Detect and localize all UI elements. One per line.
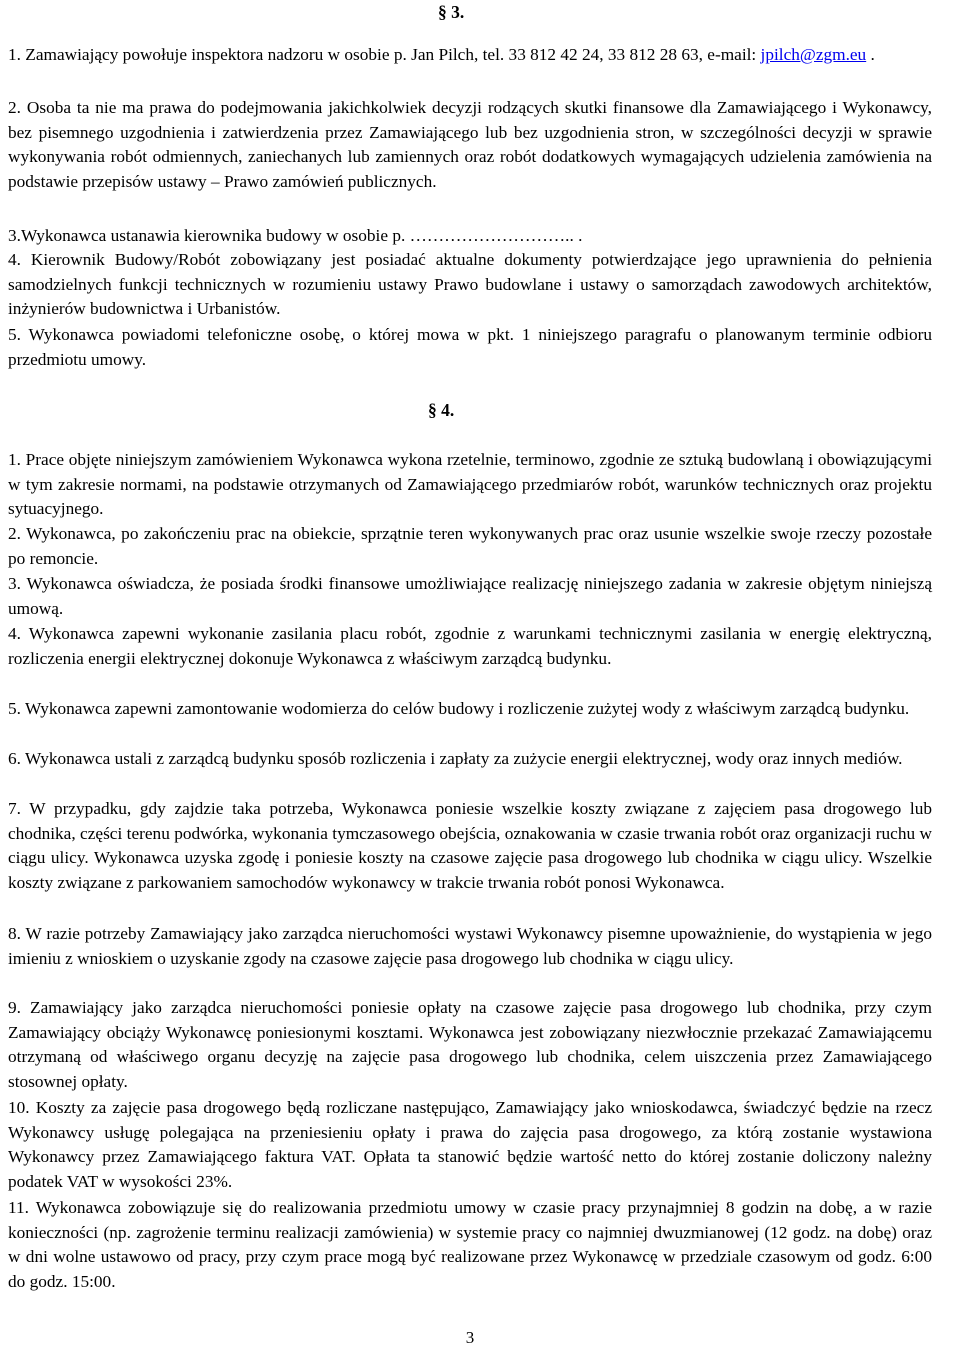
section-4-paragraph-9: 9. Zamawiający jako zarządca nieruchomości poniesie opłaty na czasowe zajęcie pasa drogowego lub chodnika, przy czym Zamawiający obciąży Wykonawcę poniesionymi kosztami. Wykonawca jest zobowiązany niezwłocznie przekazać Zamawiającemu otrzymaną od właściwego organu decyzję na zajęcie pasa drogowego lub chodnika, celem uiszczenia przez Zamawiającego stosownej opłaty. — [8, 998, 932, 1091]
section-3-paragraph-3: 3.Wykonawca ustanawia kierownika budowy w osobie p. ……………………….. . — [8, 226, 583, 245]
section-3-paragraph-4: 4. Kierownik Budowy/Robót zobowiązany jest posiadać aktualne dokumenty potwierdzające jego uprawnienia do pełnienia samodzielnych funkcji technicznych w rozumieniu ustawy Prawo budowlane i ustawy o samorządach zawodowych architektów, inżynierów budownictwa i Urbanistów. — [8, 250, 932, 319]
section-4-paragraph-2: 2. Wykonawca, po zakończeniu prac na obiekcie, sprzątnie teren wykonywanych prac oraz usunie wszelkie swoje rzeczy pozostałe po remoncie. — [8, 524, 932, 568]
paragraph-end: . — [866, 45, 875, 64]
section-4-paragraph-4: 4. Wykonawca zapewni wykonanie zasilania placu robót, zgodnie z warunkami technicznymi zasilania w energię elektryczną, rozliczenia energii elektrycznej dokonuje Wykonawca z właściwym zarządcą budynku. — [8, 624, 932, 668]
section-4-paragraph-10: 10. Koszty za zajęcie pasa drogowego będą rozliczane następująco, Zamawiający jako wnioskodawca, świadczyć będzie na rzecz Wykonawcy usługę polegająca na przeniesieniu opłaty i prawa do zajęcia pasa drogowego, za którą zostanie wystawiona Wykonawcy przez Zamawiającego faktura VAT. Opłata ta stanowić będzie wartość netto do której zostanie doliczony należny podatek VAT w wysokości 23%. — [8, 1098, 932, 1191]
email-link[interactable]: jpilch@zgm.eu — [760, 45, 867, 64]
section-4-paragraph-11: 11. Wykonawca zobowiązuje się do realizowania przedmiotu umowy w czasie pracy przynajmniej 8 godzin na dobę, a w razie konieczności (np. zagrożenie terminu realizacji zamówienia) w systemie pracy co najmniej dwuzmianowej (12 godz. na dobę) oraz w dni wolne ustawowo od pracy, przy czym prace mogą być realizowane przez Wykonawcę w przedziale czasowym od godz. 6:00 do godz. 15:00. — [8, 1198, 932, 1291]
section-3-paragraph-1 — [8, 43, 932, 68]
section-4-paragraph-5: 5. Wykonawca zapewni zamontowanie wodomierza do celów budowy i rozliczenie zużytej wody z właściwym zarządcą budynku. — [8, 699, 910, 718]
section-4-paragraph-1: 1. Prace objęte niniejszym zamówieniem Wykonawca wykona rzetelnie, terminowo, zgodnie ze sztuką budowlaną i obowiązującymi w tym zakresie normami, na podstawie otrzymanych od Zamawiającego przedmiarów robót, warunków technicznych oraz projektu sytuacyjnego. — [8, 450, 932, 519]
paragraph-text: 1. Zamawiający powołuje inspektora nadzoru w osobie p. Jan Pilch, tel. 33 812 42 24, 33 812 28 63, e-mail: — [8, 45, 761, 64]
section-4-paragraph-8: 8. W razie potrzeby Zamawiający jako zarządca nieruchomości wystawi Wykonawcy pisemne upoważnienie, do wystąpienia w jego imieniu z wnioskiem o uzyskanie zgody na czasowe zajęcie pasa drogowego lub chodnika w ciągu ulicy. — [8, 924, 932, 968]
section-4-paragraph-3: 3. Wykonawca oświadcza, że posiada środki finansowe umożliwiające realizację niniejszego zadania w zakresie objętym niniejszą umową. — [8, 574, 932, 618]
section-4-paragraph-6: 6. Wykonawca ustali z zarządcą budynku sposób rozliczenia i zapłaty za zużycie energii elektrycznej, wody oraz innych mediów. — [8, 749, 903, 768]
section-4-heading: § 4. — [428, 400, 455, 420]
section-3-paragraph-2: 2. Osoba ta nie ma prawa do podejmowania jakichkolwiek decyzji rodzących skutki finansowe dla Zamawiającego i Wykonawcy, bez pisemnego uzgodnienia i zatwierdzenia przez Zamawiającego lub bez uzgodnienia stron, w szczególności decyzji w sprawie wykonywania robót odmiennych, zaniechanych lub zamiennych oraz robót dodatkowych wymagających udzielenia zamówienia na podstawie przepisów ustawy – Prawo zamówień publicznych. — [8, 98, 932, 191]
page-number: 3 — [465, 1328, 475, 1347]
section-3-paragraph-5: 5. Wykonawca powiadomi telefoniczne osobę, o której mowa w pkt. 1 niniejszego paragrafu o planowanym terminie odbioru przedmiotu umowy. — [8, 325, 932, 369]
section-4-paragraph-7: 7. W przypadku, gdy zajdzie taka potrzeba, Wykonawca poniesie wszelkie koszty związane z zajęciem pasa drogowego lub chodnika, części terenu podwórka, wykonania tymczasowego obejścia, oznakowania w czasie trwania robót oraz organizacji ruchu w ciągu ulicy. Wykonawca uzyska zgodę i poniesie koszty na czasowe zajęcie pasa drogowego lub chodnika w ciągu ulicy. Wszelkie koszty związane z parkowaniem samochodów wykonawcy w trakcie trwania robót ponosi Wykonawca. — [8, 799, 932, 892]
section-3-heading: § 3. — [438, 2, 465, 22]
